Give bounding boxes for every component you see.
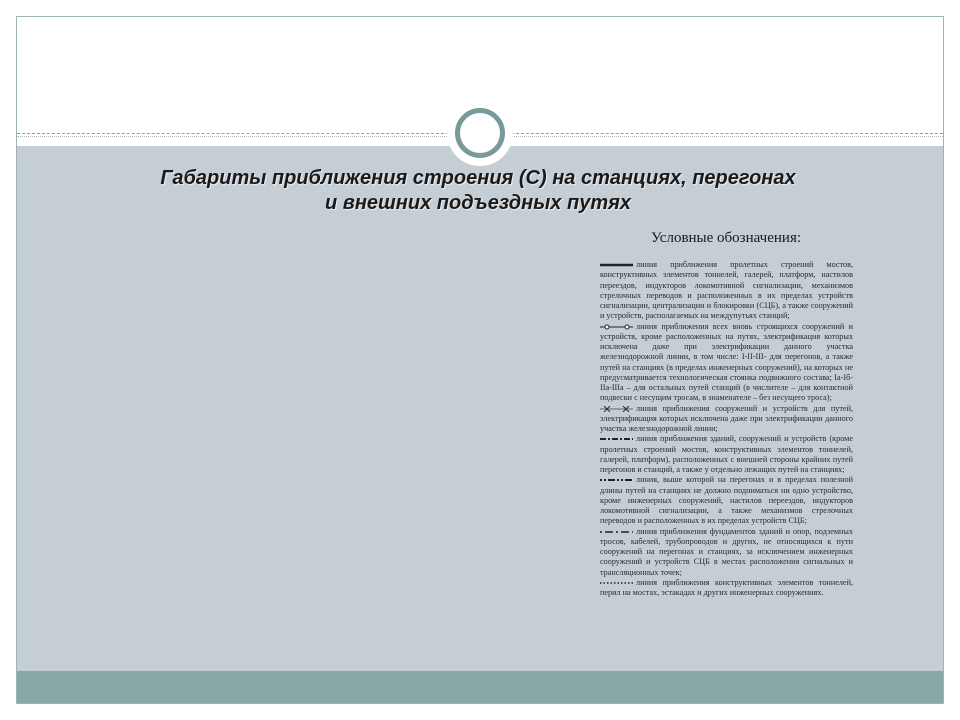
slide-title-line-2: и внешних подъездных путях xyxy=(324,192,632,214)
legend-item xyxy=(600,527,853,578)
legend-item-text: линия, выше которой на перегонах и в пределах полезной длины путей на станциях не должно подниматься ни одно устройство, кроме инженерных сооружений, настилов переездов, индукторов локомотивной сигнализации, а также механизмов стрелочных переводов и расположенных в их пределах устройств СЦБ; xyxy=(600,475,853,526)
legend-item-text: линия приближения всех вновь строящихся сооружений и устройств, кроме расположенных на путях, электрификация которых исключена даже при электрификации данного участка железнодорожной линии, в том числе: I-II-III- для перегонов, а также путей на станциях (в пределах инженерных сооружений), на которых не предусматривается технологическая стоянка подвижного состава; Iа-Iб-IIа-IIIа – для остальных путей станций (в числителе – для контактной подвески с несущим тросам, в знаменателе – без несущего троса); xyxy=(600,321,853,403)
legend-item xyxy=(600,404,853,435)
long-dash-dot-line-icon xyxy=(600,529,633,535)
legend xyxy=(600,260,853,598)
circle-marker-line-icon xyxy=(600,324,633,330)
legend-item xyxy=(600,322,853,404)
legend-item xyxy=(600,260,853,322)
legend-item-text: линия приближения зданий, сооружений и устройств (кроме пролетных строений мостов, конструктивных элементов тоннелей, галерей, платформ), расположенных с внешней стороны крайних путей перегонов и станций, а также у отдельно лежащих путей на станциях; xyxy=(600,434,853,474)
legend-item xyxy=(600,475,853,526)
footer-band xyxy=(17,671,943,703)
dash-dot-line-icon xyxy=(600,436,633,442)
legend-item-text: линия приближения пролетных строений мостов, конструктивных элементов тоннелей, галерей, платформ, настилов переездов, индукторов локомотивной сигнализации, механизмов стрелочных переводов и расположенных в их пределах устройств сигнализации, централизации и блокировки (СЦБ), а также сооружений и устройств, располагаемых на междупутьях станций; xyxy=(600,260,853,321)
legend-heading: Условные обозначения: xyxy=(650,230,802,246)
dash-dot-dot-line-icon xyxy=(600,477,633,483)
legend-item xyxy=(600,578,853,599)
legend-item-text: линия приближения конструктивных элементов тоннелей, перил на мостах, эстакадах и других инженерных сооружениях. xyxy=(600,577,853,597)
solid-thick-line-icon xyxy=(600,262,633,268)
dotted-line-icon xyxy=(600,580,633,586)
circle-ornament-icon xyxy=(455,108,505,158)
slide-title-line-1: Габариты приближения строения (С) на станциях, перегонах xyxy=(160,167,796,189)
legend-item-text: линия приближения фундаментов зданий и опор, подземных тросов, кабелей, трубопроводов и других, не относящихся к пути сооружений на перегонах и станциях, за исключением инженерных сооружений и устройств СЦБ в местах расположения сигнальных и трансляционных точек; xyxy=(600,526,853,577)
cross-marker-line-icon xyxy=(600,406,633,412)
legend-item-text: линия приближения сооружений и устройств для путей, электрификация которых исключена даже при электрификации данного участка железнодорожной линии; xyxy=(600,403,853,433)
legend-item xyxy=(600,434,853,475)
slide-title xyxy=(80,166,876,216)
